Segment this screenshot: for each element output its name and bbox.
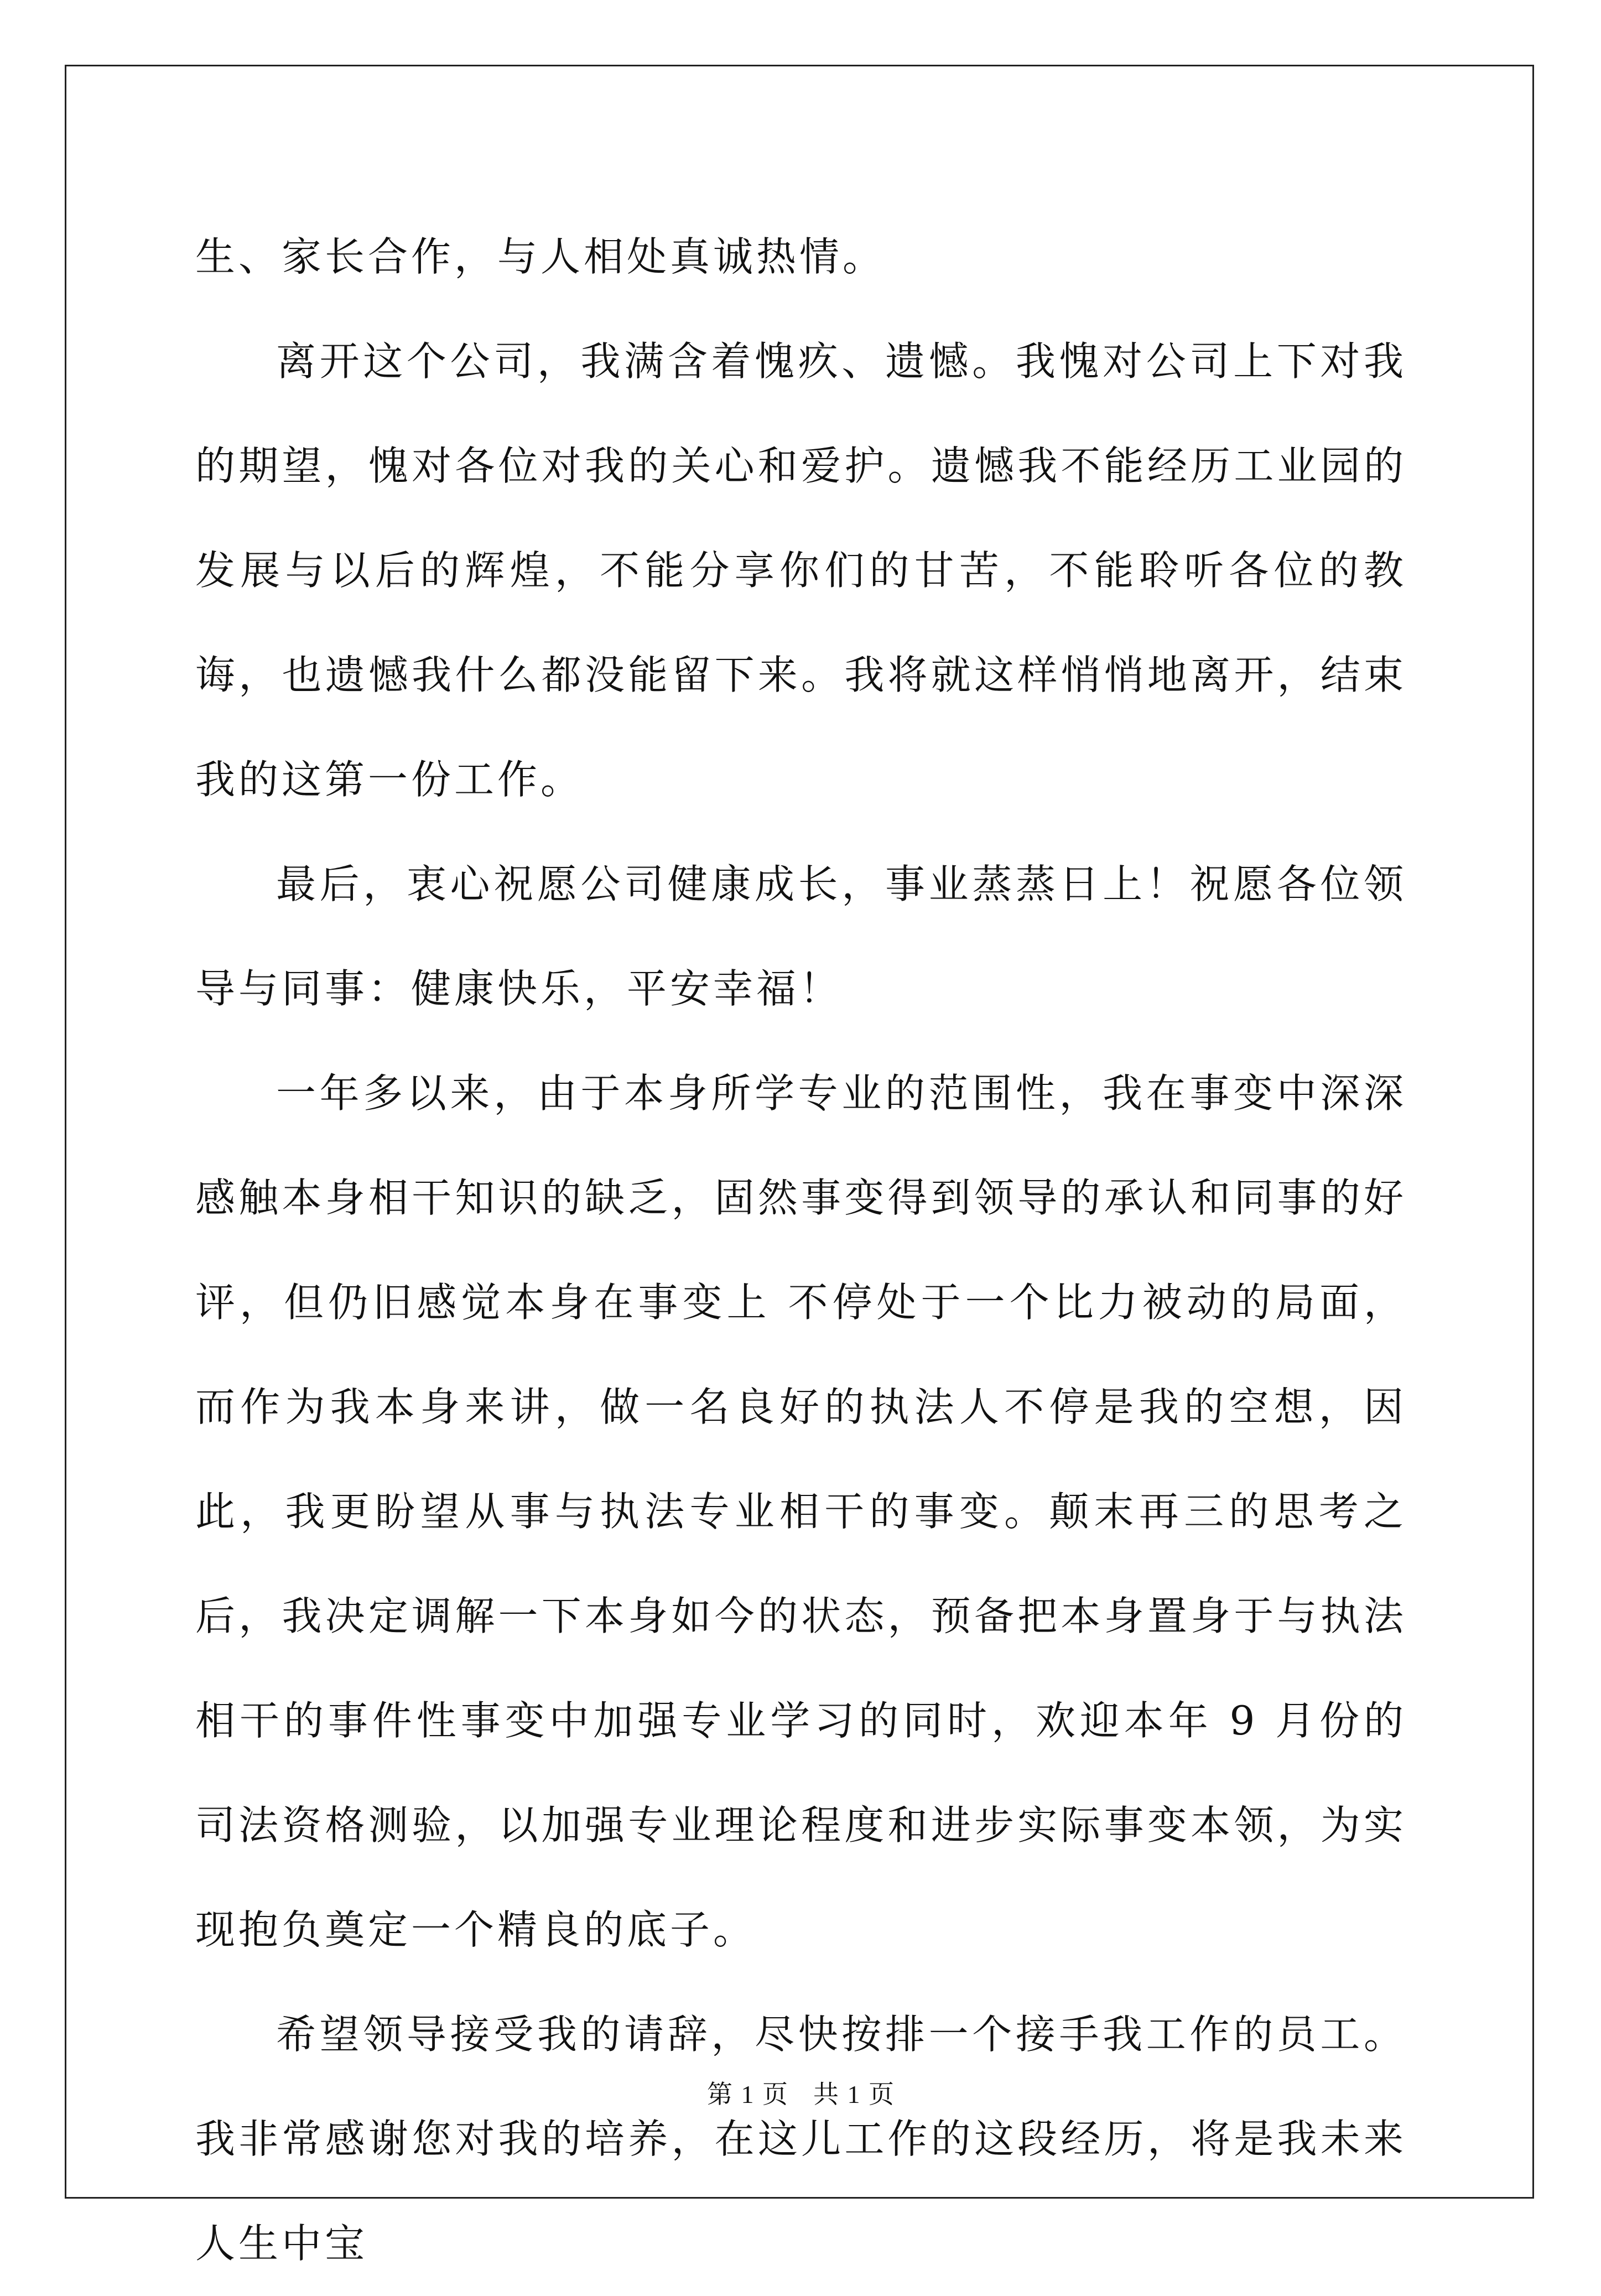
page-footer	[0, 2078, 1601, 2111]
paragraph-3: 最后，衷心祝愿公司健康成长，事业蒸蒸日上！祝愿各位领导与同事：健康快乐，平安幸福！	[195, 861, 1407, 1012]
page-number: 第 1 页 共 1 页	[707, 2080, 894, 2108]
paragraph-4: 一年多以来，由于本身所学专业的范围性，我在事变中深深感触本身相干知识的缺乏，固然事变得到领导的承认和同事的好评，但仍旧感觉本身在事变上 不停处于一个比力被动的局面，而作为我本身来讲，做一名良好的执法人不停是我的空想，因此，我更盼望从事与执法专业相干的事变。颠末再三的思考之后，我决定调解一下本身如今的状态，预备把本身置身于与执法相干的事件性事变中加强专业学习的同时，欢迎本年 9 月份的司法资格测验，以加强专业理论程度和进步实际事变本领，为实现抱负奠定一个精良的底子。	[195, 1070, 1407, 1953]
paragraph-2: 离开这个公司，我满含着愧疚、遗憾。我愧对公司上下对我的期望，愧对各位对我的关心和爱护。遗憾我不能经历工业园的发展与以后的辉煌，不能分享你们的甘苦，不能聆听各位的教诲，也遗憾我什么都没能留下来。我将就这样悄悄地离开，结束我的这第一份工作。	[195, 338, 1407, 803]
paragraph-5: 希望领导接受我的请辞，尽快按排一个接手我工作的员工。我非常感谢您对我的培养，在这儿工作的这段经历，将是我未来人生中宝	[195, 2011, 1407, 2267]
paragraph-1: 生、家长合作，与人相处真诚热情。	[195, 233, 886, 280]
document-body	[195, 205, 1407, 2296]
